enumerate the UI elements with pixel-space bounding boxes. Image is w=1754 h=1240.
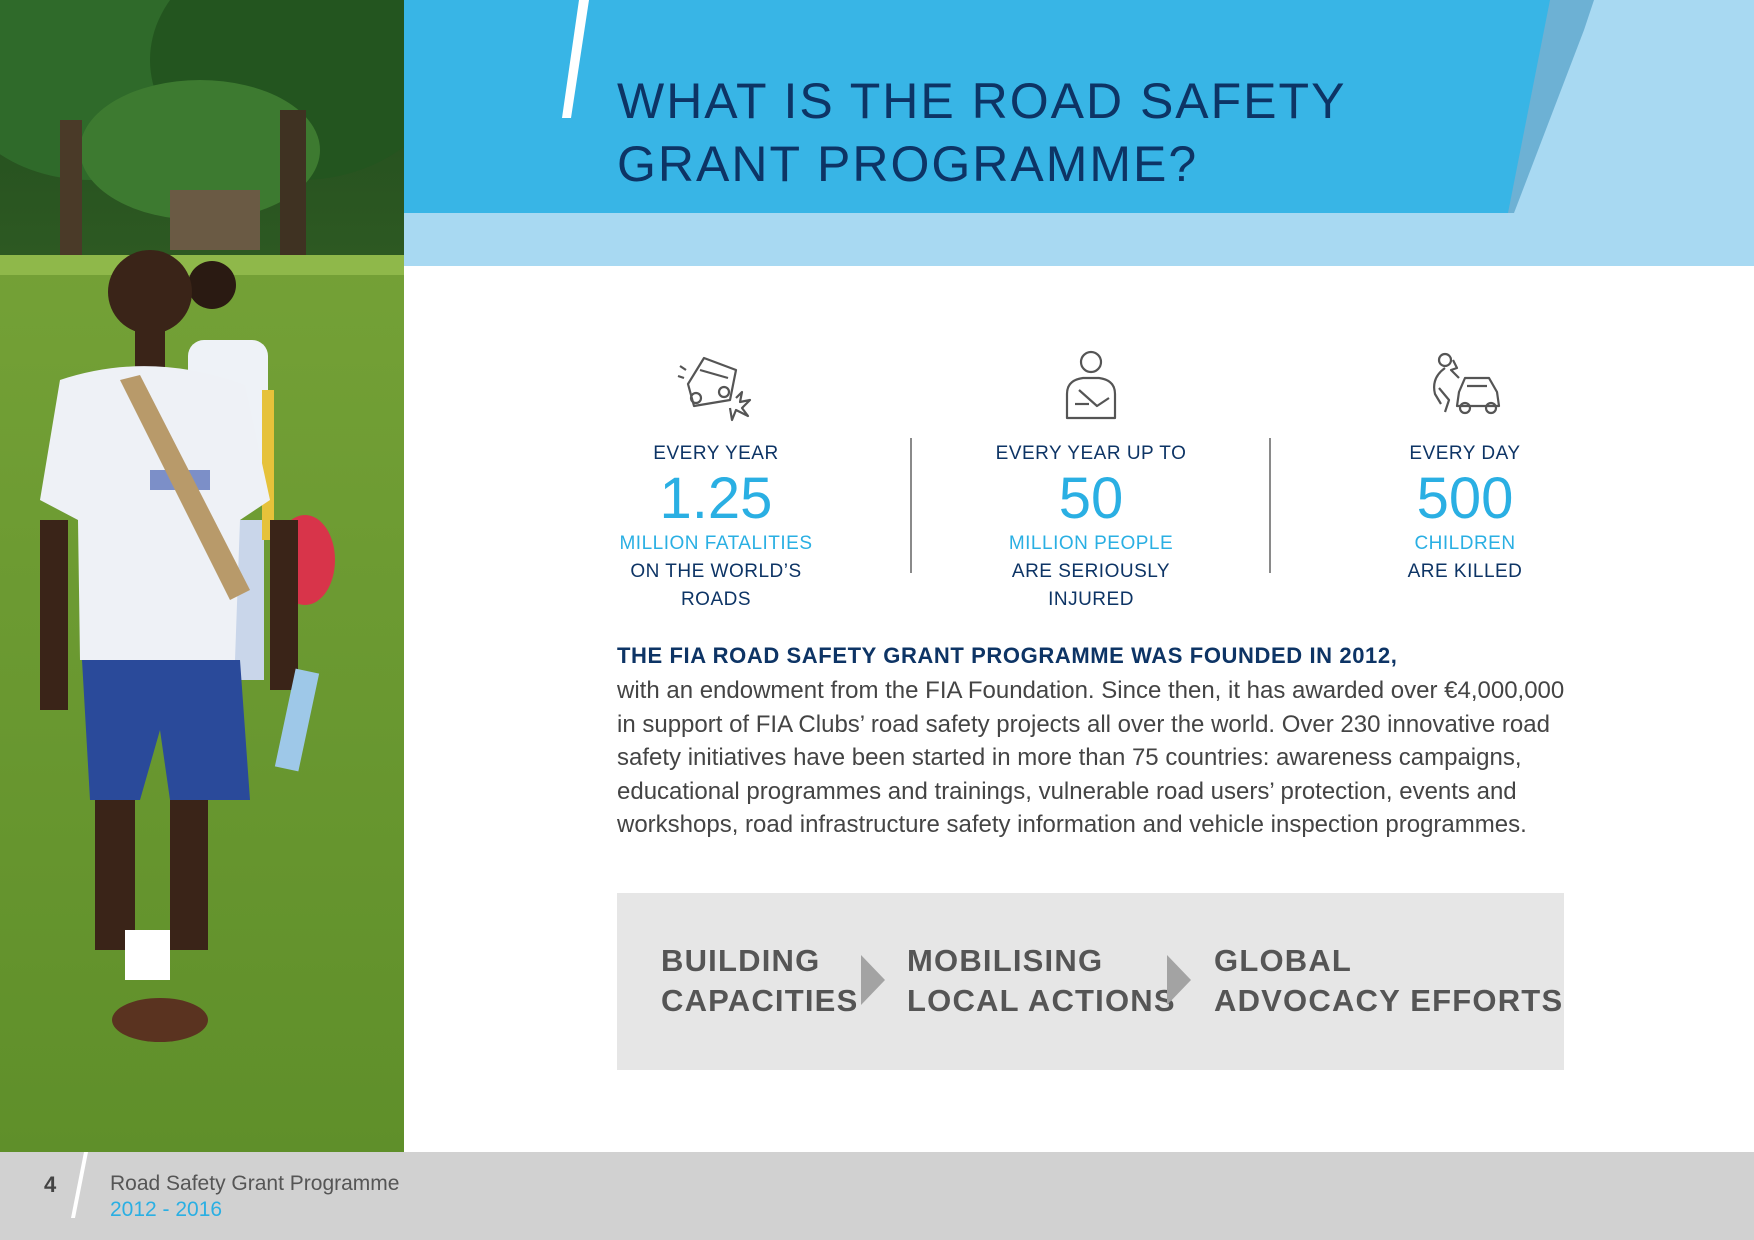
footer-title: Road Safety Grant Programme xyxy=(110,1172,400,1195)
pillar-line1: GLOBAL xyxy=(1214,943,1353,978)
children-walking-photo xyxy=(0,0,404,1152)
footer-years: 2012 - 2016 xyxy=(110,1198,223,1221)
page-number: 4 xyxy=(44,1172,57,1197)
stat-number: 50 xyxy=(1058,466,1124,531)
footer-slash-divider xyxy=(64,1152,94,1240)
pillar-line2: CAPACITIES xyxy=(661,983,859,1018)
pillar-line2: ADVOCACY EFFORTS xyxy=(1214,983,1564,1018)
pillar-line1: BUILDING xyxy=(661,943,821,978)
pillar-line2: LOCAL ACTIONS xyxy=(907,983,1176,1018)
arrow-right-icon xyxy=(1167,955,1191,1005)
stat-divider xyxy=(1269,438,1271,573)
stat-fatalities xyxy=(586,348,846,614)
pillars-box xyxy=(617,893,1564,1070)
page-title xyxy=(617,70,1377,196)
pillar-building-capacities xyxy=(661,941,858,1021)
stat-rest-line2: ROADS xyxy=(680,589,752,610)
stat-pre-label: EVERY YEAR xyxy=(653,443,779,464)
stat-rest-line1: ON THE WORLD’S xyxy=(630,561,802,582)
stat-rest-line1: ARE KILLED xyxy=(1407,561,1523,582)
stat-divider xyxy=(910,438,912,573)
stat-number: 1.25 xyxy=(659,466,773,531)
stat-pre-label: EVERY DAY xyxy=(1409,443,1521,464)
pillar-global-advocacy-efforts xyxy=(1214,941,1563,1021)
injured-person-icon xyxy=(1049,348,1133,426)
lead-heading: THE FIA ROAD SAFETY GRANT PROGRAMME WAS FOUNDED IN 2012, xyxy=(617,643,1398,668)
stat-rest-line2: INJURED xyxy=(1048,589,1134,610)
car-crash-icon xyxy=(674,348,758,426)
stat-injuries xyxy=(961,348,1221,614)
page-title-line1: WHAT IS THE ROAD SAFETY xyxy=(617,73,1347,129)
stat-rest-line1: ARE SERIOUSLY xyxy=(1011,561,1171,582)
body-paragraph: with an endowment from the FIA Foundation. Since then, it has awarded over €4,000,000 in support of FIA Clubs’ road safety projects all over the world. Over 230 innovative road safety initiatives have been started in more than 75 countries: awareness campaigns, educational programmes and trainings, vulnerable road users’ protection, events and workshops, road infrastructure safety information and vehicle inspection programmes. xyxy=(617,677,1565,838)
stat-highlight: MILLION FATALITIES xyxy=(619,533,813,554)
stat-highlight: CHILDREN xyxy=(1414,533,1516,554)
stat-children xyxy=(1335,348,1595,586)
page-footer xyxy=(0,1152,1754,1240)
stat-pre-label: EVERY YEAR UP TO xyxy=(995,443,1187,464)
child-car-accident-icon xyxy=(1423,348,1507,426)
pillar-line1: MOBILISING xyxy=(907,943,1104,978)
arrow-right-icon xyxy=(861,955,885,1005)
pillar-mobilising-local-actions xyxy=(907,941,1176,1021)
page-title-line2: GRANT PROGRAMME? xyxy=(617,136,1199,192)
stat-number: 500 xyxy=(1416,466,1514,531)
stat-highlight: MILLION PEOPLE xyxy=(1008,533,1174,554)
